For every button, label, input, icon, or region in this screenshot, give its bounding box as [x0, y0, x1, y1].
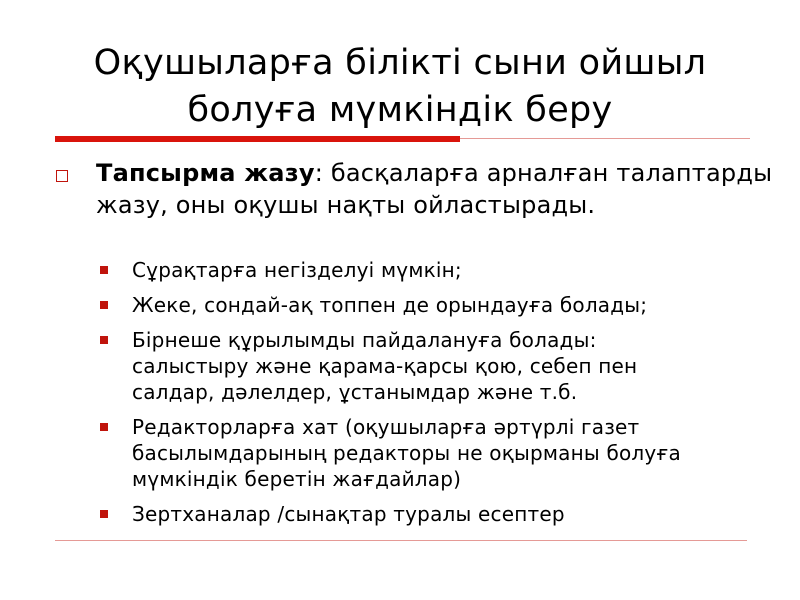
square-bullet-icon [100, 301, 108, 309]
list-item [96, 501, 796, 527]
title-line-1: Оқушыларға білікті сыни ойшыл [93, 43, 707, 83]
square-bullet-icon [100, 423, 108, 431]
main-point-text: : басқаларға арналған талаптарды жазу, оны оқушы нақты ойластырады. [96, 159, 773, 219]
sub-point-text: Бірнеше құрылымды пайдалануға болады: салыстыру және қарама-қарсы қою, себеп пен салдар, дәлелдер, ұстанымдар және т.б. [132, 328, 638, 404]
sub-point-list [96, 257, 796, 536]
slide-title [40, 40, 760, 134]
hollow-square-bullet-icon [56, 170, 68, 182]
sub-point-text: Редакторларға хат (оқушыларға әртүрлі газет басылымдарының редакторы не оқырманы болуға мүмкіндік беретін жағдайлар) [132, 415, 681, 491]
footer-rule [55, 540, 747, 541]
list-item [96, 257, 796, 283]
main-point-label: Тапсырма жазу [96, 159, 315, 187]
title-thin-rule [460, 138, 750, 139]
list-item [96, 414, 796, 492]
square-bullet-icon [100, 336, 108, 344]
main-point [96, 157, 786, 221]
square-bullet-icon [100, 266, 108, 274]
sub-point-text: Жеке, сондай-ақ топпен де орындауға болады; [132, 293, 648, 317]
sub-point-text: Зертханалар /сынақтар туралы есептер [132, 502, 565, 526]
list-item [96, 327, 796, 405]
sub-point-text: Сұрақтарға негізделуі мүмкін; [132, 258, 462, 282]
square-bullet-icon [100, 510, 108, 518]
list-item [96, 292, 796, 318]
title-accent-rule [55, 136, 460, 142]
title-line-2: болуға мүмкіндік беру [187, 90, 613, 130]
